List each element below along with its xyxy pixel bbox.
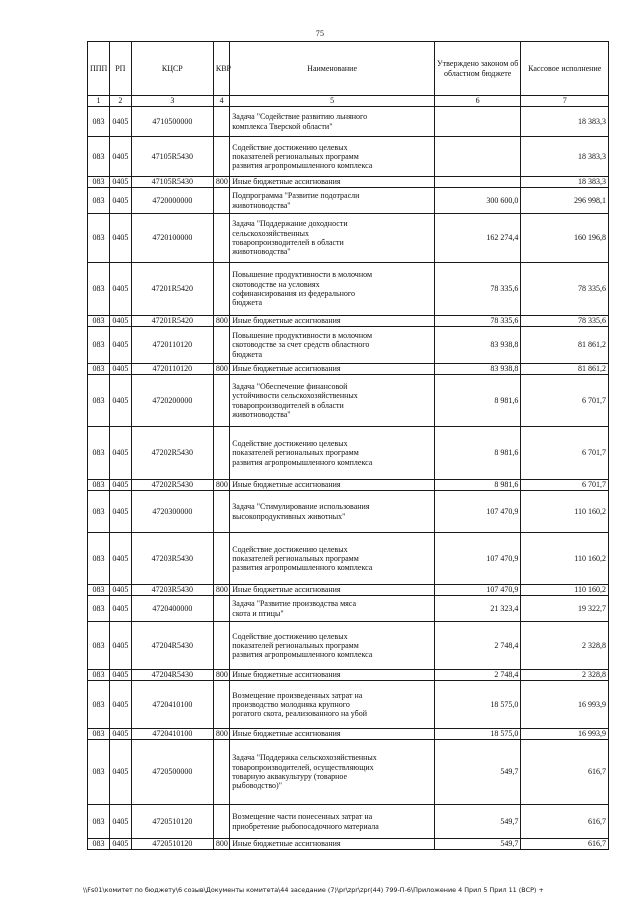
table-row xyxy=(88,533,609,585)
cell-approved: 549,7 xyxy=(434,805,520,839)
cell-kcsr: 47201R5420 xyxy=(131,263,213,316)
cell-ppp: 083 xyxy=(88,188,110,214)
table-row xyxy=(88,622,609,670)
cell-executed: 78 335,6 xyxy=(521,316,609,327)
cell-rp: 0405 xyxy=(109,740,131,805)
header-executed: Кассовое исполнение xyxy=(521,42,609,96)
cell-kcsr: 4720500000 xyxy=(131,740,213,805)
cell-kvr: 800 xyxy=(213,316,229,327)
cell-executed: 81 861,2 xyxy=(521,327,609,364)
cell-name: Повышение продуктивности в молочном скотоводстве за счет средств областного бюджета xyxy=(230,327,435,364)
cell-name: Подпрограмма "Развитие подотрасли животноводства" xyxy=(230,188,435,214)
cell-kcsr: 4720000000 xyxy=(131,188,213,214)
cell-kcsr: 4720110120 xyxy=(131,364,213,375)
cell-kvr xyxy=(213,107,229,137)
cell-approved: 18 575,0 xyxy=(434,681,520,729)
cell-kvr xyxy=(213,681,229,729)
cell-approved: 78 335,6 xyxy=(434,316,520,327)
cell-ppp: 083 xyxy=(88,622,110,670)
cell-kcsr: 47201R5420 xyxy=(131,316,213,327)
table-row xyxy=(88,839,609,850)
cell-kvr: 800 xyxy=(213,670,229,681)
cell-rp: 0405 xyxy=(109,585,131,596)
cell-kcsr: 47203R5430 xyxy=(131,585,213,596)
cell-name: Задача "Стимулирование использования высокопродуктивных животных" xyxy=(230,491,435,533)
table-row xyxy=(88,740,609,805)
cell-executed: 6 701,7 xyxy=(521,375,609,427)
table-row xyxy=(88,327,609,364)
cell-ppp: 083 xyxy=(88,740,110,805)
cell-name: Содействие достижению целевых показателей региональных программ развития агропромышленного комплекса xyxy=(230,622,435,670)
cell-executed: 160 196,8 xyxy=(521,214,609,263)
cell-kvr xyxy=(213,740,229,805)
cell-kcsr: 4720400000 xyxy=(131,596,213,622)
cell-kvr xyxy=(213,263,229,316)
cell-executed: 16 993,9 xyxy=(521,681,609,729)
cell-name: Возмещение части понесенных затрат на приобретение рыбопосадочного материала xyxy=(230,805,435,839)
cell-rp: 0405 xyxy=(109,839,131,850)
cell-kvr: 800 xyxy=(213,364,229,375)
budget-table xyxy=(87,41,609,850)
cell-executed: 110 160,2 xyxy=(521,533,609,585)
cell-approved: 2 748,4 xyxy=(434,622,520,670)
cell-executed: 616,7 xyxy=(521,740,609,805)
cell-ppp: 083 xyxy=(88,327,110,364)
cell-kvr xyxy=(213,375,229,427)
column-number: 7 xyxy=(521,96,609,107)
cell-kvr: 800 xyxy=(213,729,229,740)
table-row xyxy=(88,375,609,427)
cell-kcsr: 4720110120 xyxy=(131,327,213,364)
cell-rp: 0405 xyxy=(109,214,131,263)
cell-ppp: 083 xyxy=(88,107,110,137)
table-row xyxy=(88,585,609,596)
cell-name: Задача "Поддержка сельскохозяйственных товаропроизводителей, осуществляющих товарную аквакультуру (товарное рыбоводство)" xyxy=(230,740,435,805)
cell-name: Содействие достижению целевых показателей региональных программ развития агропромышленного комплекса xyxy=(230,427,435,480)
cell-kvr xyxy=(213,214,229,263)
column-number: 6 xyxy=(434,96,520,107)
cell-kvr: 800 xyxy=(213,480,229,491)
cell-kcsr: 4720410100 xyxy=(131,729,213,740)
cell-kvr xyxy=(213,427,229,480)
cell-approved: 78 335,6 xyxy=(434,263,520,316)
cell-ppp: 083 xyxy=(88,137,110,177)
table-row xyxy=(88,137,609,177)
cell-kcsr: 47204R5430 xyxy=(131,622,213,670)
cell-kcsr: 4720510120 xyxy=(131,839,213,850)
cell-ppp: 083 xyxy=(88,480,110,491)
cell-approved xyxy=(434,177,520,188)
column-number: 1 xyxy=(88,96,110,107)
cell-approved: 549,7 xyxy=(434,740,520,805)
cell-kvr xyxy=(213,805,229,839)
cell-rp: 0405 xyxy=(109,107,131,137)
cell-ppp: 083 xyxy=(88,681,110,729)
cell-kcsr: 47202R5430 xyxy=(131,427,213,480)
table-row xyxy=(88,263,609,316)
cell-approved xyxy=(434,137,520,177)
cell-name: Повышение продуктивности в молочном скотоводстве на условиях софинансирования из федерального бюджета xyxy=(230,263,435,316)
cell-kcsr: 47203R5430 xyxy=(131,533,213,585)
header-row xyxy=(88,42,609,96)
cell-executed: 6 701,7 xyxy=(521,480,609,491)
cell-rp: 0405 xyxy=(109,375,131,427)
cell-name: Иные бюджетные ассигнования xyxy=(230,364,435,375)
cell-name: Содействие достижению целевых показателей региональных программ развития агропромышленного комплекса xyxy=(230,533,435,585)
table-body xyxy=(88,107,609,850)
cell-rp: 0405 xyxy=(109,364,131,375)
cell-approved: 107 470,9 xyxy=(434,533,520,585)
cell-rp: 0405 xyxy=(109,480,131,491)
cell-ppp: 083 xyxy=(88,364,110,375)
cell-approved: 549,7 xyxy=(434,839,520,850)
cell-kcsr: 47204R5430 xyxy=(131,670,213,681)
table-row xyxy=(88,177,609,188)
table-row xyxy=(88,316,609,327)
cell-approved: 8 981,6 xyxy=(434,375,520,427)
cell-kvr xyxy=(213,622,229,670)
cell-rp: 0405 xyxy=(109,327,131,364)
cell-approved: 83 938,8 xyxy=(434,364,520,375)
cell-executed: 110 160,2 xyxy=(521,585,609,596)
cell-executed: 19 322,7 xyxy=(521,596,609,622)
cell-ppp: 083 xyxy=(88,214,110,263)
cell-kcsr: 4710500000 xyxy=(131,107,213,137)
cell-kcsr: 47105R5430 xyxy=(131,177,213,188)
column-number: 4 xyxy=(213,96,229,107)
cell-name: Иные бюджетные ассигнования xyxy=(230,177,435,188)
cell-executed: 18 383,3 xyxy=(521,107,609,137)
cell-executed: 616,7 xyxy=(521,839,609,850)
cell-approved: 107 470,9 xyxy=(434,491,520,533)
table-row xyxy=(88,491,609,533)
cell-name: Возмещение произведенных затрат на производство молодняка крупного рогатого скота, реализованного на убой xyxy=(230,681,435,729)
cell-name: Иные бюджетные ассигнования xyxy=(230,585,435,596)
cell-rp: 0405 xyxy=(109,177,131,188)
cell-ppp: 083 xyxy=(88,375,110,427)
cell-ppp: 083 xyxy=(88,316,110,327)
cell-kcsr: 47202R5430 xyxy=(131,480,213,491)
cell-name: Содействие достижению целевых показателей региональных программ развития агропромышленного комплекса xyxy=(230,137,435,177)
cell-ppp: 083 xyxy=(88,805,110,839)
cell-rp: 0405 xyxy=(109,263,131,316)
table-row xyxy=(88,681,609,729)
cell-rp: 0405 xyxy=(109,670,131,681)
cell-rp: 0405 xyxy=(109,622,131,670)
cell-ppp: 083 xyxy=(88,491,110,533)
cell-kcsr: 47105R5430 xyxy=(131,137,213,177)
cell-executed: 2 328,8 xyxy=(521,622,609,670)
cell-approved: 8 981,6 xyxy=(434,480,520,491)
cell-rp: 0405 xyxy=(109,137,131,177)
cell-rp: 0405 xyxy=(109,188,131,214)
cell-executed: 6 701,7 xyxy=(521,427,609,480)
cell-ppp: 083 xyxy=(88,596,110,622)
cell-name: Задача "Обеспечение финансовой устойчивости сельскохозяйственных товаропроизводителей в области животноводства" xyxy=(230,375,435,427)
cell-approved: 2 748,4 xyxy=(434,670,520,681)
cell-approved: 162 274,4 xyxy=(434,214,520,263)
cell-kvr xyxy=(213,327,229,364)
cell-name: Иные бюджетные ассигнования xyxy=(230,839,435,850)
file-path-footer: \\Fs01\комитет по бюджету\6 созыв\Документы комитета\44 заседание (7)\pr\zpr\zpr(44) 799-П-6\Приложение 4 Прил 5 Прил 11 (ВСР) + xyxy=(83,886,544,894)
cell-executed: 18 383,3 xyxy=(521,137,609,177)
cell-kvr xyxy=(213,533,229,585)
page-number: 75 xyxy=(315,29,325,38)
table-row xyxy=(88,214,609,263)
cell-name: Задача "Поддержание доходности сельскохозяйственных товаропроизводителей в области животноводства" xyxy=(230,214,435,263)
cell-kvr xyxy=(213,596,229,622)
cell-kcsr: 4720300000 xyxy=(131,491,213,533)
cell-rp: 0405 xyxy=(109,596,131,622)
cell-name: Иные бюджетные ассигнования xyxy=(230,480,435,491)
cell-name: Иные бюджетные ассигнования xyxy=(230,729,435,740)
header-name: Наименование xyxy=(230,42,435,96)
table-row xyxy=(88,427,609,480)
cell-name: Иные бюджетные ассигнования xyxy=(230,316,435,327)
cell-kvr: 800 xyxy=(213,585,229,596)
column-number: 5 xyxy=(230,96,435,107)
cell-ppp: 083 xyxy=(88,263,110,316)
cell-executed: 2 328,8 xyxy=(521,670,609,681)
cell-executed: 78 335,6 xyxy=(521,263,609,316)
cell-approved: 83 938,8 xyxy=(434,327,520,364)
cell-rp: 0405 xyxy=(109,805,131,839)
header-kcsr: КЦСР xyxy=(131,42,213,96)
cell-rp: 0405 xyxy=(109,491,131,533)
table-row xyxy=(88,364,609,375)
cell-executed: 296 998,1 xyxy=(521,188,609,214)
table-row xyxy=(88,188,609,214)
table-row xyxy=(88,729,609,740)
header-kvr: КВР xyxy=(213,42,229,96)
cell-ppp: 083 xyxy=(88,427,110,480)
cell-rp: 0405 xyxy=(109,729,131,740)
cell-kvr xyxy=(213,188,229,214)
cell-approved: 21 323,4 xyxy=(434,596,520,622)
cell-executed: 616,7 xyxy=(521,805,609,839)
header-ppp: ППП xyxy=(88,42,110,96)
cell-ppp: 083 xyxy=(88,533,110,585)
cell-rp: 0405 xyxy=(109,681,131,729)
table-row xyxy=(88,107,609,137)
column-number: 3 xyxy=(131,96,213,107)
cell-kvr: 800 xyxy=(213,177,229,188)
cell-kcsr: 4720200000 xyxy=(131,375,213,427)
cell-kvr xyxy=(213,491,229,533)
column-number: 2 xyxy=(109,96,131,107)
cell-executed: 81 861,2 xyxy=(521,364,609,375)
header-approved: Утверждено законом об областном бюджете xyxy=(434,42,520,96)
cell-ppp: 083 xyxy=(88,670,110,681)
cell-ppp: 083 xyxy=(88,729,110,740)
table-row xyxy=(88,596,609,622)
header-rp: РП xyxy=(109,42,131,96)
cell-kvr: 800 xyxy=(213,839,229,850)
cell-approved: 300 600,0 xyxy=(434,188,520,214)
table-row xyxy=(88,480,609,491)
cell-rp: 0405 xyxy=(109,316,131,327)
cell-ppp: 083 xyxy=(88,585,110,596)
cell-approved: 8 981,6 xyxy=(434,427,520,480)
cell-rp: 0405 xyxy=(109,533,131,585)
column-number-row xyxy=(88,96,609,107)
cell-name: Задача "Содействие развитию льняного комплекса Тверской области" xyxy=(230,107,435,137)
cell-executed: 16 993,9 xyxy=(521,729,609,740)
cell-name: Иные бюджетные ассигнования xyxy=(230,670,435,681)
cell-ppp: 083 xyxy=(88,839,110,850)
table-row xyxy=(88,670,609,681)
table-row xyxy=(88,805,609,839)
cell-name: Задача "Развитие производства мяса скота и птицы" xyxy=(230,596,435,622)
cell-approved: 18 575,0 xyxy=(434,729,520,740)
cell-approved xyxy=(434,107,520,137)
cell-kcsr: 4720510120 xyxy=(131,805,213,839)
cell-ppp: 083 xyxy=(88,177,110,188)
cell-approved: 107 470,9 xyxy=(434,585,520,596)
cell-executed: 18 383,3 xyxy=(521,177,609,188)
cell-kcsr: 4720410100 xyxy=(131,681,213,729)
cell-rp: 0405 xyxy=(109,427,131,480)
cell-kcsr: 4720100000 xyxy=(131,214,213,263)
cell-kvr xyxy=(213,137,229,177)
cell-executed: 110 160,2 xyxy=(521,491,609,533)
